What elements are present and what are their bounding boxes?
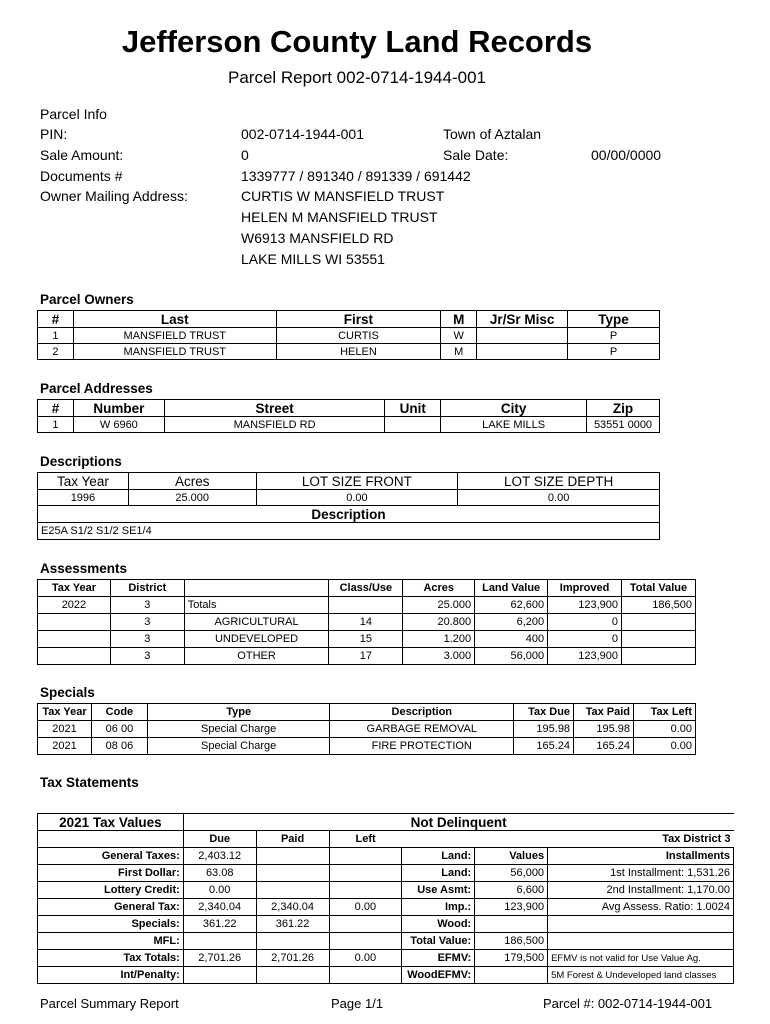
table-cell (256, 848, 329, 865)
row-label: MFL: (38, 933, 184, 950)
table-cell: MANSFIELD TRUST (73, 328, 276, 344)
table-row (38, 882, 734, 899)
table-cell: 1.200 (403, 631, 475, 648)
table-cell: 56,000 (475, 648, 548, 665)
table-cell: 2,701.26 (183, 950, 256, 967)
table-cell (329, 882, 402, 899)
col-header: Number (73, 400, 164, 417)
table-cell: 2022 (38, 597, 111, 614)
table-cell (38, 631, 111, 648)
table-cell: 0.00 (329, 950, 402, 967)
table-cell: 0 (548, 614, 622, 631)
col-header: Unit (385, 400, 441, 417)
table-cell: 5M Forest & Undeveloped land classes (548, 967, 734, 984)
row-label: General Tax: (38, 899, 184, 916)
mailing-line: CURTIS W MANSFIELD TRUST (241, 188, 445, 204)
col-header: Code (91, 704, 147, 721)
tax-statements-heading: Tax Statements (40, 775, 139, 790)
table-row (38, 597, 696, 614)
col-header: Last (73, 311, 276, 328)
page-subtitle: Parcel Report 002-0714-1944-001 (227, 68, 486, 87)
table-cell: 3 (110, 648, 184, 665)
table-cell: Special Charge (147, 721, 330, 738)
table-cell: 361.22 (256, 916, 329, 933)
table-cell: 25.000 (403, 597, 475, 614)
col-header: Tax Due (514, 704, 574, 721)
row-label: Imp.: (402, 899, 475, 916)
table-cell: 6,600 (475, 882, 548, 899)
table-cell: 08 06 (91, 738, 147, 755)
row-label: Use Asmt: (402, 882, 475, 899)
row-label: Tax Totals: (38, 950, 184, 967)
row-label: WoodEFMV: (402, 967, 475, 984)
table-cell: 2021 (38, 721, 92, 738)
assessments-table (37, 579, 696, 665)
table-cell: HELEN (276, 344, 441, 360)
table-cell (329, 597, 403, 614)
table-cell: 2,340.04 (256, 899, 329, 916)
table-cell (548, 933, 734, 950)
table-cell: MANSFIELD TRUST (73, 344, 276, 360)
mailing-line: W6913 MANSFIELD RD (241, 230, 394, 246)
table-cell: 25.000 (128, 490, 256, 506)
table-cell: Totals (184, 597, 329, 614)
table-cell: GARBAGE REMOVAL (330, 721, 514, 738)
col-header: Due (183, 831, 256, 848)
table-cell: CURTIS (276, 328, 441, 344)
col-header: Zip (587, 400, 660, 417)
table-cell: 3 (110, 631, 184, 648)
values-label: Values (475, 848, 548, 865)
table-cell: MANSFIELD RD (164, 417, 385, 433)
table-row (38, 916, 734, 933)
row-label: Lottery Credit: (38, 882, 184, 899)
table-cell: 20.800 (403, 614, 475, 631)
col-header: Tax Year (38, 704, 92, 721)
table-cell: M (441, 344, 477, 360)
owners-table (37, 310, 660, 360)
table-cell: W (441, 328, 477, 344)
table-cell (475, 967, 548, 984)
table-row (38, 721, 696, 738)
table-cell: 0.00 (634, 721, 696, 738)
table-cell: 63.08 (183, 865, 256, 882)
table-cell: 53551 0000 (587, 417, 660, 433)
table-cell (329, 967, 402, 984)
sale-amount-value: 0 (241, 147, 249, 163)
table-row (38, 848, 734, 865)
table-cell (329, 848, 402, 865)
col-header: LOT SIZE DEPTH (458, 473, 660, 490)
table-cell: P (568, 328, 660, 344)
table-cell: 2,701.26 (256, 950, 329, 967)
table-cell (38, 614, 111, 631)
table-cell: 0.00 (634, 738, 696, 755)
col-header: District (110, 580, 184, 597)
table-cell: 1996 (38, 490, 129, 506)
table-cell: LAKE MILLS (441, 417, 587, 433)
documents-label: Documents # (40, 168, 123, 184)
col-header: LOT SIZE FRONT (256, 473, 458, 490)
row-label: Wood: (402, 916, 475, 933)
table-cell: 2nd Installment: 1,170.00 (548, 882, 734, 899)
table-cell: 0.00 (183, 882, 256, 899)
table-cell: 165.24 (574, 738, 634, 755)
table-cell: 361.22 (183, 916, 256, 933)
table-cell: 186,500 (622, 597, 696, 614)
owners-heading: Parcel Owners (40, 292, 134, 307)
table-cell: 2 (38, 344, 74, 360)
mailing-label: Owner Mailing Address: (40, 188, 188, 204)
table-cell: UNDEVELOPED (184, 631, 329, 648)
table-cell (329, 933, 402, 950)
col-header: Tax Year (38, 473, 129, 490)
table-cell: 195.98 (574, 721, 634, 738)
footer-left: Parcel Summary Report (40, 996, 179, 1011)
table-cell: 3 (110, 614, 184, 631)
col-header: # (38, 400, 74, 417)
col-header: Paid (256, 831, 329, 848)
specials-table (37, 703, 696, 755)
table-cell: AGRICULTURAL (184, 614, 329, 631)
col-header: City (441, 400, 587, 417)
col-header (184, 580, 329, 597)
col-header: Type (147, 704, 330, 721)
table-cell: 0.00 (256, 490, 458, 506)
mailing-line: LAKE MILLS WI 53551 (241, 251, 385, 267)
table-cell (477, 328, 568, 344)
table-cell: 17 (329, 648, 403, 665)
tax-values-table (37, 813, 734, 984)
table-cell: 3 (110, 597, 184, 614)
table-cell: 0 (548, 631, 622, 648)
parcel-info-heading: Parcel Info (40, 106, 107, 122)
sale-amount-label: Sale Amount: (40, 147, 124, 163)
col-header: Type (568, 311, 660, 328)
descriptions-table (37, 472, 660, 540)
table-cell: 2,340.04 (183, 899, 256, 916)
documents-value: 1339777 / 891340 / 891339 / 691442 (241, 168, 471, 184)
table-cell: 56,000 (475, 865, 548, 882)
col-header: Improved (548, 580, 622, 597)
pin-value: 002-0714-1944-001 (241, 126, 364, 142)
footer-page: Page 1/1 (331, 996, 384, 1011)
table-cell: 400 (475, 631, 548, 648)
table-cell: 0.00 (329, 899, 402, 916)
table-cell (256, 967, 329, 984)
table-cell (622, 614, 696, 631)
table-cell (548, 916, 734, 933)
table-cell (622, 631, 696, 648)
col-header: Acres (128, 473, 256, 490)
table-cell (256, 865, 329, 882)
col-header: Total Value (622, 580, 696, 597)
table-cell (329, 865, 402, 882)
col-header: Tax Year (38, 580, 111, 597)
table-cell: 1 (38, 417, 74, 433)
col-header: # (38, 311, 74, 328)
table-cell: 0.00 (458, 490, 660, 506)
table-cell: 179,500 (475, 950, 548, 967)
col-header: Tax Left (634, 704, 696, 721)
table-cell: 123,900 (548, 648, 622, 665)
table-row (38, 967, 734, 984)
table-cell: 3.000 (403, 648, 475, 665)
table-cell: 1st Installment: 1,531.26 (548, 865, 734, 882)
table-row (38, 614, 696, 631)
table-row (38, 490, 660, 506)
table-cell: 15 (329, 631, 403, 648)
table-row (38, 648, 696, 665)
table-cell: 123,900 (548, 597, 622, 614)
table-row (38, 631, 696, 648)
table-row (38, 899, 734, 916)
row-label: Int/Penalty: (38, 967, 184, 984)
row-label: EFMV: (402, 950, 475, 967)
table-cell (329, 916, 402, 933)
table-cell: 2,403.12 (183, 848, 256, 865)
col-header: Jr/Sr Misc (477, 311, 568, 328)
sale-date-label: Sale Date: (443, 147, 509, 163)
col-header: Street (164, 400, 385, 417)
col-header: Left (329, 831, 402, 848)
table-cell: 1 (38, 328, 74, 344)
tax-district: Tax District 3 (662, 833, 731, 845)
table-cell: EFMV is not valid for Use Value Ag. (548, 950, 734, 967)
table-row (38, 344, 660, 360)
description-text: E25A S1/2 S1/2 SE1/4 (38, 523, 660, 540)
town-value: Town of Aztalan (443, 126, 542, 142)
table-cell: 2021 (38, 738, 92, 755)
page-title: Jefferson County Land Records (121, 24, 593, 59)
table-cell (475, 916, 548, 933)
col-header: Description (330, 704, 514, 721)
table-row (38, 417, 660, 433)
col-header: Acres (403, 580, 475, 597)
assessments-heading: Assessments (40, 561, 128, 576)
row-label: First Dollar: (38, 865, 184, 882)
col-header: Class/Use (329, 580, 403, 597)
table-cell: P (568, 344, 660, 360)
specials-heading: Specials (40, 685, 95, 700)
table-cell: Avg Assess. Ratio: 1.0024 (548, 899, 734, 916)
table-cell (183, 967, 256, 984)
table-row (38, 933, 734, 950)
table-cell (622, 648, 696, 665)
table-cell: 06 00 (91, 721, 147, 738)
pin-label: PIN: (40, 126, 68, 142)
col-header: Land Value (475, 580, 548, 597)
table-cell: 195.98 (514, 721, 574, 738)
table-cell (256, 933, 329, 950)
table-cell (477, 344, 568, 360)
delinquency-status: Not Delinquent (183, 814, 733, 831)
table-cell: 14 (329, 614, 403, 631)
table-cell: FIRE PROTECTION (330, 738, 514, 755)
table-cell: 186,500 (475, 933, 548, 950)
table-cell: 165.24 (514, 738, 574, 755)
addresses-table (37, 399, 660, 433)
col-header: Tax Paid (574, 704, 634, 721)
table-cell: 6,200 (475, 614, 548, 631)
table-cell: 123,900 (475, 899, 548, 916)
col-header: M (441, 311, 477, 328)
table-cell: W 6960 (73, 417, 164, 433)
table-cell: 62,600 (475, 597, 548, 614)
table-cell: Special Charge (147, 738, 330, 755)
col-header: First (276, 311, 441, 328)
row-label: Specials: (38, 916, 184, 933)
description-header: Description (38, 506, 660, 523)
table-cell (38, 648, 111, 665)
row-label: General Taxes: (38, 848, 184, 865)
table-row (38, 738, 696, 755)
sale-date-value: 00/00/0000 (591, 147, 662, 163)
table-row (38, 865, 734, 882)
table-row (38, 328, 660, 344)
tax-values-title: 2021 Tax Values (38, 814, 184, 831)
table-cell (385, 417, 441, 433)
addresses-heading: Parcel Addresses (40, 381, 153, 396)
table-cell (256, 882, 329, 899)
table-cell: OTHER (184, 648, 329, 665)
row-label: Land: (402, 848, 475, 865)
descriptions-heading: Descriptions (40, 454, 122, 469)
row-label: Total Value: (402, 933, 475, 950)
table-row (38, 950, 734, 967)
table-cell (183, 933, 256, 950)
footer-parcel: Parcel #: 002-0714-1944-001 (543, 996, 713, 1011)
installments-label: Installments (548, 848, 734, 865)
row-label: Land: (402, 865, 475, 882)
mailing-line: HELEN M MANSFIELD TRUST (241, 209, 438, 225)
